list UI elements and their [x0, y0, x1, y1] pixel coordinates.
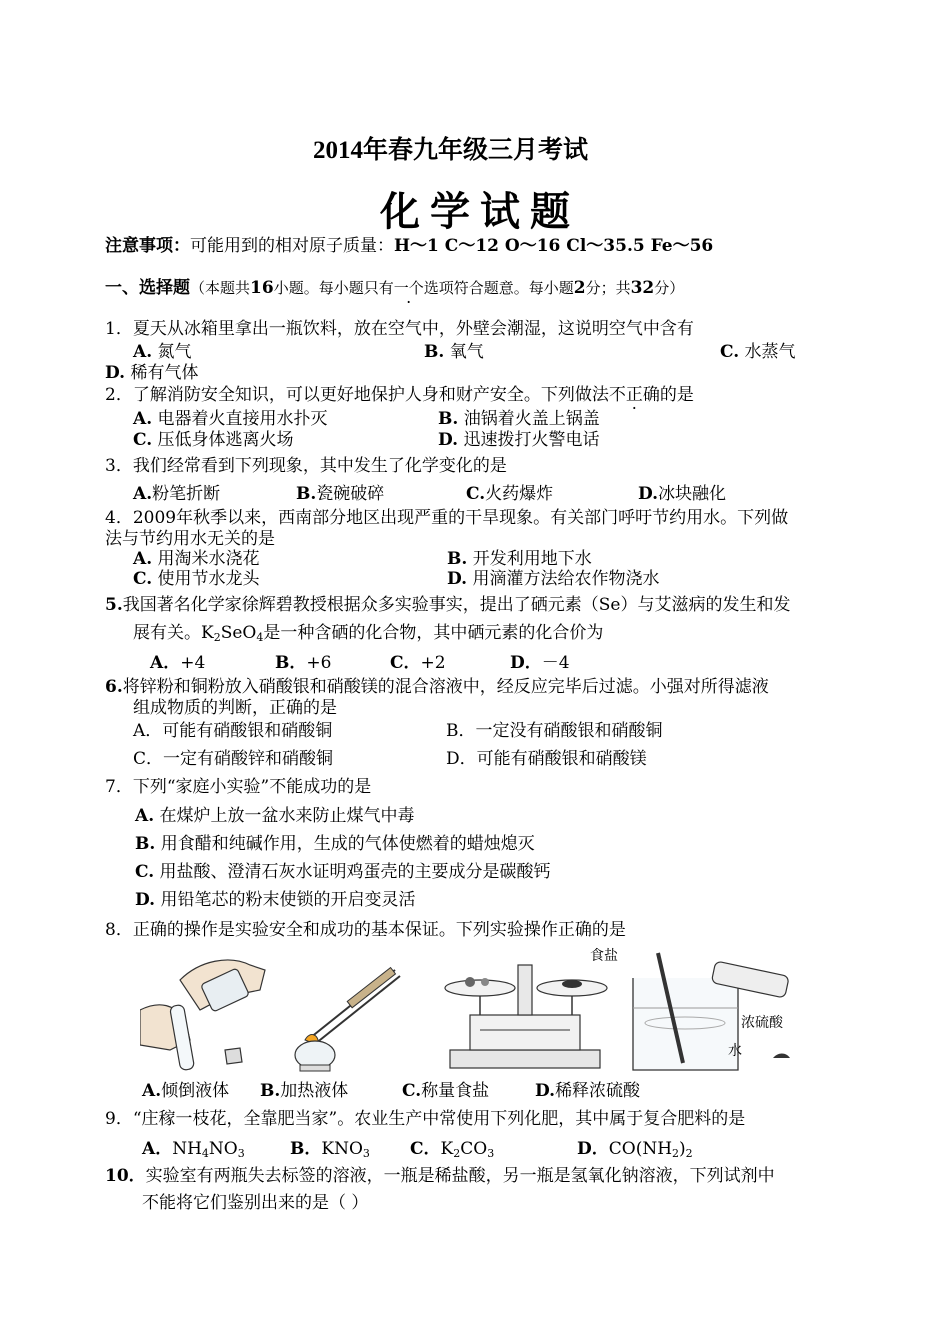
- q1-num: 1．: [105, 319, 133, 339]
- q5-stem: [105, 594, 790, 616]
- q2-c-text: 压低身体逃离火场: [152, 430, 294, 450]
- section-title: 一、选择题: [105, 278, 190, 298]
- q4-option-d: [447, 568, 659, 590]
- q9-b-label: B．: [290, 1139, 322, 1159]
- q10-stem: [105, 1165, 775, 1187]
- q3-a-text: 粉笔折断: [152, 484, 221, 504]
- q7-option-b: [135, 833, 535, 855]
- q1-option-d: [105, 362, 198, 384]
- q3-c-text: 火药爆炸: [485, 484, 554, 504]
- q8-water-label: 水: [728, 1043, 742, 1059]
- q8-figure-heat-liquid: [290, 960, 415, 1075]
- q1-c-label: C.: [720, 342, 740, 362]
- q2-b-label: B.: [438, 409, 459, 429]
- q4-b-label: B.: [447, 549, 468, 569]
- q9-option-a: [142, 1138, 245, 1160]
- section-desc-b: 16: [250, 278, 274, 298]
- q2-text-a: 了解消防安全知识，可以更好地保护人身和财产安全。下列做法: [132, 385, 609, 405]
- q9-d-t2: ): [679, 1139, 686, 1159]
- q8-acid-label: 浓硫酸: [741, 1015, 783, 1031]
- q5-text-2c: 是一种含硒的化合物，其中硒元素的化合价为: [263, 623, 604, 643]
- q1-stem: [105, 318, 694, 340]
- q2-option-d: [438, 429, 599, 451]
- q3-b-text: 瓷碗破碎: [316, 484, 385, 504]
- q1-option-a: [133, 341, 192, 363]
- q2-d-text: 迅速拨打火警电话: [458, 430, 600, 450]
- q5-option-b: [275, 652, 331, 674]
- section-desc-e: 选项符合题意。每小题: [423, 279, 574, 297]
- q8-option-b: [260, 1080, 348, 1102]
- notice-label: 注意事项：: [105, 236, 190, 256]
- q8-num: 8．: [105, 920, 133, 940]
- q5-sub-2: 4: [256, 631, 264, 644]
- q8-option-a: [142, 1080, 229, 1102]
- q5-sub-1: 2: [213, 631, 221, 644]
- q9-option-b: [290, 1138, 370, 1160]
- q2-a-text: 电器着火直接用水扑灭: [152, 409, 328, 429]
- q2-option-a: [133, 408, 328, 430]
- q9-stem: [105, 1108, 745, 1130]
- section-desc-c: 小题。每小题只有: [273, 279, 394, 297]
- q3-c-label: C.: [466, 484, 486, 504]
- q8-c-text: 称量食盐: [421, 1081, 490, 1101]
- q5-a-text: +4: [180, 653, 206, 673]
- q7-text: 下列“家庭小实验”不能成功的是: [132, 777, 372, 797]
- q3-text: 我们经常看到下列现象，其中发生了化学变化的是: [132, 456, 507, 476]
- q1-a-text: 氮气: [152, 342, 192, 362]
- q9-a-t1: NH: [172, 1139, 202, 1159]
- q7-b-text: 用食醋和纯碱作用，生成的气体使燃着的蜡烛熄灭: [155, 834, 535, 854]
- q8-d-text: 稀释浓硫酸: [555, 1081, 641, 1101]
- q9-c-s2: 3: [487, 1147, 495, 1160]
- section-desc-emphasis: 一个: [393, 279, 424, 297]
- q3-d-text: 冰块融化: [658, 484, 727, 504]
- q5-stem-line2: [133, 622, 603, 644]
- q9-text: “庄稼一枝花，全靠肥当家”。农业生产中常使用下列化肥，其中属于复合肥料的是: [132, 1109, 746, 1129]
- q1-b-text: 氧气: [444, 342, 484, 362]
- q6-num: 6.: [105, 677, 123, 697]
- q4-stem: [105, 507, 788, 529]
- section-desc-h: 32: [630, 278, 655, 298]
- q2-c-label: C.: [133, 430, 153, 450]
- q9-d-t1: CO(NH: [608, 1139, 673, 1159]
- q9-a-s2: 3: [237, 1147, 245, 1160]
- q9-b-s1: 3: [362, 1147, 370, 1160]
- q9-num: 9．: [105, 1109, 133, 1129]
- q2-option-b: [438, 408, 600, 430]
- q5-option-a: [150, 652, 205, 674]
- q4-a-label: A.: [133, 549, 153, 569]
- q6-text-1: 将锌粉和铜粉放入硝酸银和硝酸镁的混合溶液中，经反应完毕后过滤。小强对所得滤液: [122, 677, 769, 697]
- q7-option-c: [135, 861, 551, 883]
- section-desc-a: （本题共: [190, 279, 251, 297]
- q8-text: 正确的操作是实验安全和成功的基本保证。下列实验操作正确的是: [132, 920, 626, 940]
- q3-option-c: [466, 483, 553, 505]
- q6-stem-line2: 组成物质的判断，正确的是: [133, 698, 337, 718]
- q8-option-c: [402, 1080, 489, 1102]
- q5-c-label: C．: [390, 653, 421, 673]
- q6-stem: [105, 676, 769, 698]
- q4-b-text: 开发利用地下水: [467, 549, 592, 569]
- q4-option-a: [133, 548, 260, 570]
- q1-option-c: [720, 341, 796, 363]
- q9-c-t2: CO: [460, 1139, 488, 1159]
- q9-d-s2: 2: [685, 1147, 693, 1160]
- q5-num: 5.: [105, 595, 123, 615]
- q1-c-text: 水蒸气: [739, 342, 796, 362]
- q7-stem: [105, 776, 371, 798]
- q3-option-a: [133, 483, 220, 505]
- q7-option-d: [135, 889, 415, 911]
- q2-text-c: 的是: [659, 385, 694, 405]
- q2-d-label: D.: [438, 430, 459, 450]
- q4-c-label: C.: [133, 569, 153, 589]
- q6-option-a: A．可能有硝酸银和硝酸铜: [133, 721, 333, 741]
- q9-c-s1: 2: [453, 1147, 461, 1160]
- q3-option-d: [638, 483, 726, 505]
- q5-option-c: [390, 652, 446, 674]
- q7-a-text: 在煤炉上放一盆水来防止煤气中毒: [154, 806, 415, 826]
- q4-option-c: [133, 568, 260, 590]
- q1-b-label: B.: [424, 342, 445, 362]
- q4-option-b: [447, 548, 592, 570]
- q8-b-label: B.: [260, 1081, 281, 1101]
- q5-option-d: [510, 652, 570, 674]
- section-desc-g: 分；共: [585, 279, 631, 297]
- q2-emphasis: 不正确: [608, 385, 660, 405]
- section-desc-f: 2: [573, 278, 586, 298]
- q10-stem-line2: 不能将它们鉴别出来的是（ ）: [142, 1193, 369, 1213]
- q9-option-c: [410, 1138, 494, 1160]
- q9-c-t1: K: [440, 1139, 454, 1159]
- q6-option-c: C．一定有硝酸锌和硝酸铜: [133, 749, 334, 769]
- q5-b-label: B．: [275, 653, 307, 673]
- q9-option-d: [577, 1138, 693, 1160]
- q8-d-label: D.: [535, 1081, 556, 1101]
- q3-option-b: [296, 483, 384, 505]
- q9-c-label: C．: [410, 1139, 441, 1159]
- q9-b-t1: KNO: [321, 1139, 363, 1159]
- section-heading: [105, 277, 684, 299]
- q5-d-label: D．: [510, 653, 542, 673]
- q1-option-b: [424, 341, 484, 363]
- q5-c-text: +2: [420, 653, 446, 673]
- q6-option-d: D．可能有硝酸银和硝酸镁: [446, 749, 647, 769]
- q3-num: 3．: [105, 456, 133, 476]
- q4-a-text: 用淘米水浇花: [152, 549, 260, 569]
- q4-text-1: 2009年秋季以来，西南部分地区出现严重的干旱现象。有关部门呼吁节约用水。下列做: [132, 508, 789, 528]
- q2-num: 2．: [105, 385, 133, 405]
- q9-a-s1: 4: [201, 1147, 209, 1160]
- q7-c-text: 用盐酸、澄清石灰水证明鸡蛋壳的主要成分是碳酸钙: [154, 862, 551, 882]
- q7-d-text: 用铅笔芯的粉末使锁的开启变灵活: [155, 890, 416, 910]
- q7-num: 7．: [105, 777, 133, 797]
- q1-a-label: A.: [133, 342, 153, 362]
- q8-figure-pour-liquid: [140, 950, 290, 1075]
- q10-num: 10．: [105, 1166, 146, 1186]
- atomic-masses: H～1 C～12 O～16 Cl～35.5 Fe～56: [394, 236, 714, 256]
- q5-d-text: －4: [541, 653, 570, 673]
- q9-a-label: A．: [142, 1139, 173, 1159]
- notice-line: [105, 235, 713, 257]
- q4-num: 4．: [105, 508, 133, 528]
- q8-a-label: A.: [142, 1081, 162, 1101]
- q8-b-text: 加热液体: [280, 1081, 349, 1101]
- q9-d-label: D．: [577, 1139, 609, 1159]
- q3-b-label: B.: [296, 484, 317, 504]
- q7-c-label: C.: [135, 862, 155, 882]
- subject-title: 化学试题: [380, 188, 580, 235]
- q9-d-s1: 2: [672, 1147, 680, 1160]
- q5-b-text: +6: [306, 653, 332, 673]
- q7-b-label: B.: [135, 834, 156, 854]
- q4-stem-line2: 法与节约用水无关的是: [105, 529, 275, 549]
- q3-stem: [105, 455, 507, 477]
- q7-option-a: [135, 805, 415, 827]
- q5-a-label: A．: [150, 653, 181, 673]
- q3-a-label: A.: [133, 484, 153, 504]
- q10-text-1: 实验室有两瓶失去标签的溶液，一瓶是稀盐酸，另一瓶是氢氧化钠溶液，下列试剂中: [145, 1166, 775, 1186]
- q2-option-c: [133, 429, 294, 451]
- exam-title: 2014年春九年级三月考试: [313, 137, 589, 164]
- notice-text: 可能用到的相对原子质量：: [190, 236, 394, 256]
- q1-d-label: D.: [105, 363, 126, 383]
- q8-option-d: [535, 1080, 640, 1102]
- q8-c-label: C.: [402, 1081, 422, 1101]
- q8-salt-label: 食盐: [590, 948, 618, 964]
- q1-text: 夏天从冰箱里拿出一瓶饮料，放在空气中，外壁会潮湿，这说明空气中含有: [132, 319, 694, 339]
- q6-option-b: B．一定没有硝酸银和硝酸铜: [446, 721, 663, 741]
- q2-b-text: 油锅着火盖上锅盖: [458, 409, 600, 429]
- q4-d-label: D.: [447, 569, 468, 589]
- q4-c-text: 使用节水龙头: [152, 569, 260, 589]
- q5-text-2b: SeO: [220, 623, 257, 643]
- q7-d-label: D.: [135, 890, 156, 910]
- q4-d-text: 用滴灌方法给农作物浇水: [467, 569, 660, 589]
- q2-a-label: A.: [133, 409, 153, 429]
- q3-d-label: D.: [638, 484, 659, 504]
- q7-a-label: A.: [135, 806, 155, 826]
- q1-d-text: 稀有气体: [125, 363, 199, 383]
- q5-text-2a: 展有关。K: [133, 623, 214, 643]
- q2-stem: [105, 384, 694, 406]
- q8-a-text: 倾倒液体: [161, 1081, 230, 1101]
- q5-text-1: 我国著名化学家徐辉碧教授根据众多实验事实，提出了硒元素（Se）与艾滋病的发生和发: [122, 595, 791, 615]
- q8-figure-balance: [440, 960, 610, 1075]
- q8-stem: [105, 919, 626, 941]
- section-desc-i: 分）: [654, 279, 685, 297]
- q9-a-t2: NO: [208, 1139, 238, 1159]
